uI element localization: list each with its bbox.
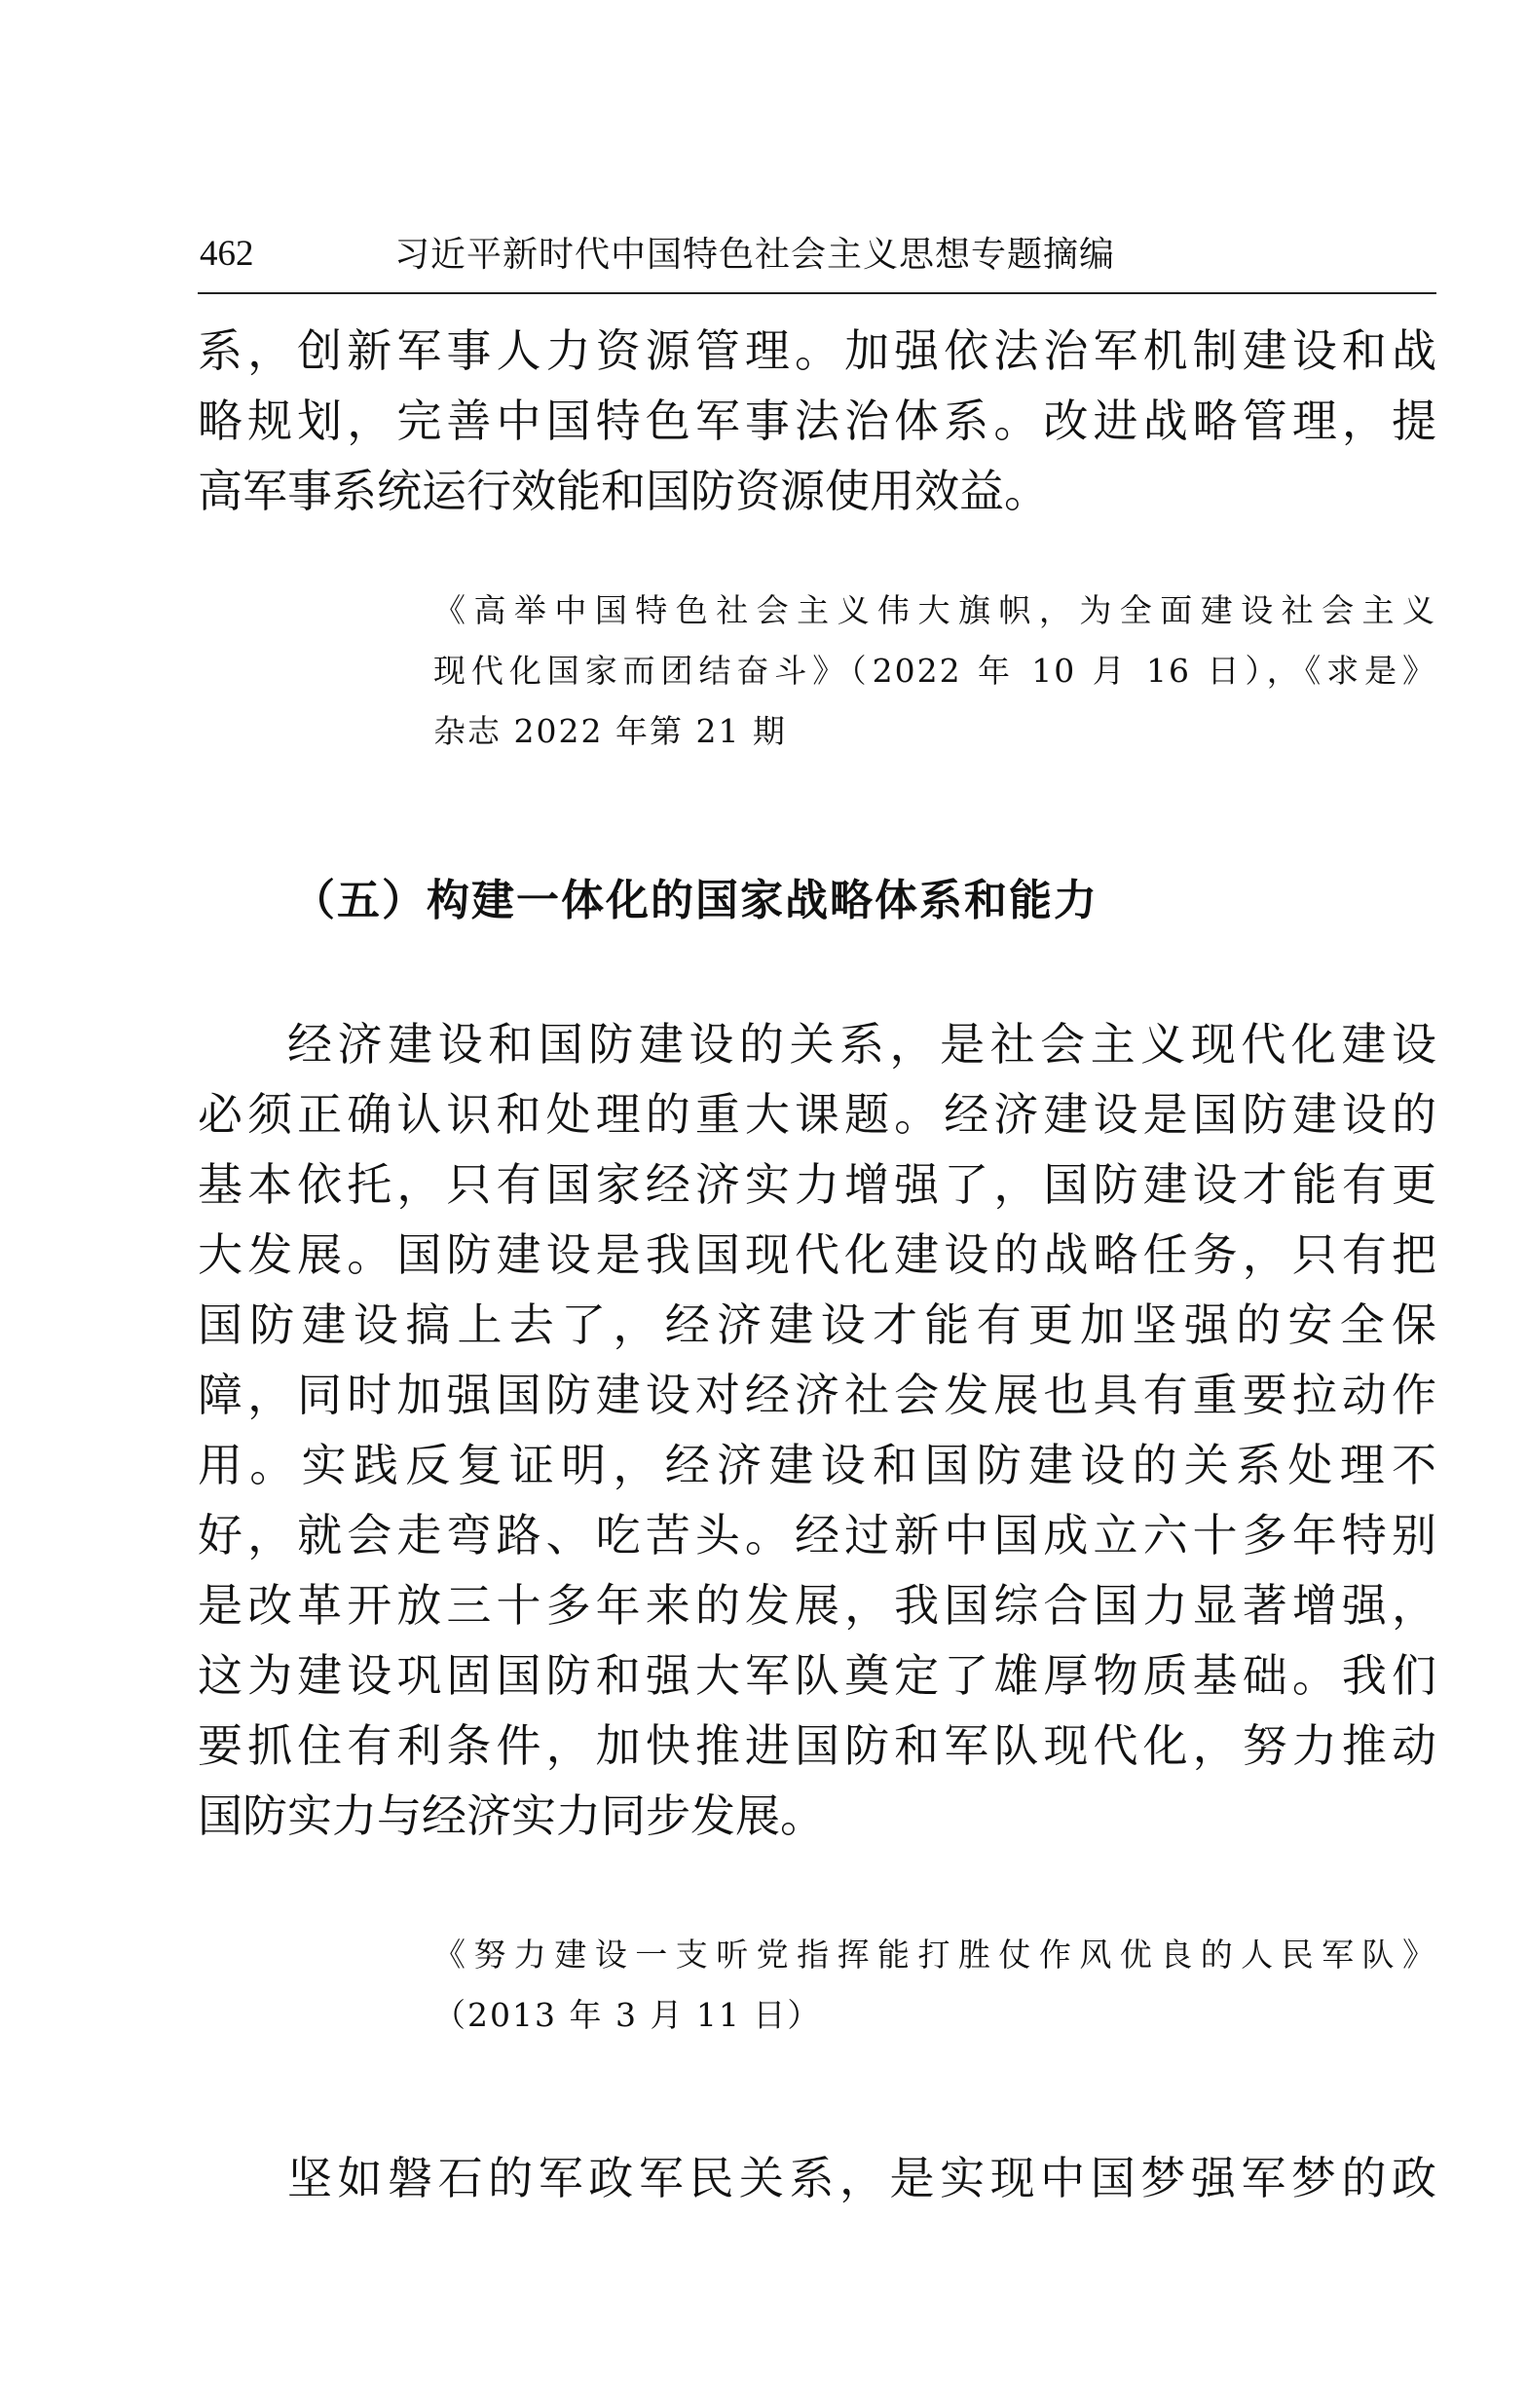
text-line: 高军事系统运行效能和国防资源使用效益。	[198, 465, 1049, 517]
text-line: 略规划，完善中国特色军事法治体系。改进战略管理，提	[198, 395, 1436, 447]
running-title: 习近平新时代中国特色社会主义思想专题摘编	[394, 235, 1116, 275]
text-line: 基本依托，只有国家经济实力增强了，国防建设才能有更	[198, 1158, 1436, 1211]
text-line: 国防实力与经济实力同步发展。	[198, 1789, 825, 1842]
text-line: 这为建设巩固国防和强大军队奠定了雄厚物质基础。我们	[198, 1649, 1436, 1702]
section-heading: （五）构建一体化的国家战略体系和能力	[292, 876, 1099, 925]
page-header	[200, 227, 1436, 285]
text-line: 障，同时加强国防建设对经济社会发展也具有重要拉动作	[198, 1369, 1436, 1421]
text-line: 要抓住有利条件，加快推进国防和军队现代化，努力推动	[198, 1719, 1436, 1772]
header-rule	[198, 292, 1436, 294]
text-line: 好，就会走弯路、吃苦头。经过新中国成立六十多年特别	[198, 1509, 1436, 1561]
text-line: 是改革开放三十多年来的发展，我国综合国力显著增强，	[198, 1579, 1436, 1632]
citation-line: 现代化国家而团结奋斗》（2022 年 10 月 16 日），《求是》	[433, 652, 1436, 690]
citation-line: 《努力建设一支听党指挥能打胜仗作风优良的人民军队》	[433, 1936, 1436, 1974]
text-line: 经济建设和国防建设的关系，是社会主义现代化建设	[287, 1018, 1436, 1071]
text-line: 坚如磐石的军政军民关系，是实现中国梦强军梦的政	[287, 2152, 1436, 2204]
text-line: 用。实践反复证明，经济建设和国防建设的关系处理不	[198, 1439, 1436, 1491]
text-line: 大发展。国防建设是我国现代化建设的战略任务，只有把	[198, 1228, 1436, 1281]
citation-line: （2013 年 3 月 11 日）	[433, 1996, 822, 2034]
citation-line: 杂志 2022 年第 21 期	[433, 712, 787, 750]
page-number: 462	[200, 234, 254, 274]
text-line: 国防建设搞上去了，经济建设才能有更加坚强的安全保	[198, 1298, 1436, 1351]
text-line: 必须正确认识和处理的重大课题。经济建设是国防建设的	[198, 1088, 1436, 1141]
citation-line: 《高举中国特色社会主义伟大旗帜，为全面建设社会主义	[433, 591, 1436, 629]
text-line: 系，创新军事人力资源管理。加强依法治军机制建设和战	[198, 324, 1436, 377]
